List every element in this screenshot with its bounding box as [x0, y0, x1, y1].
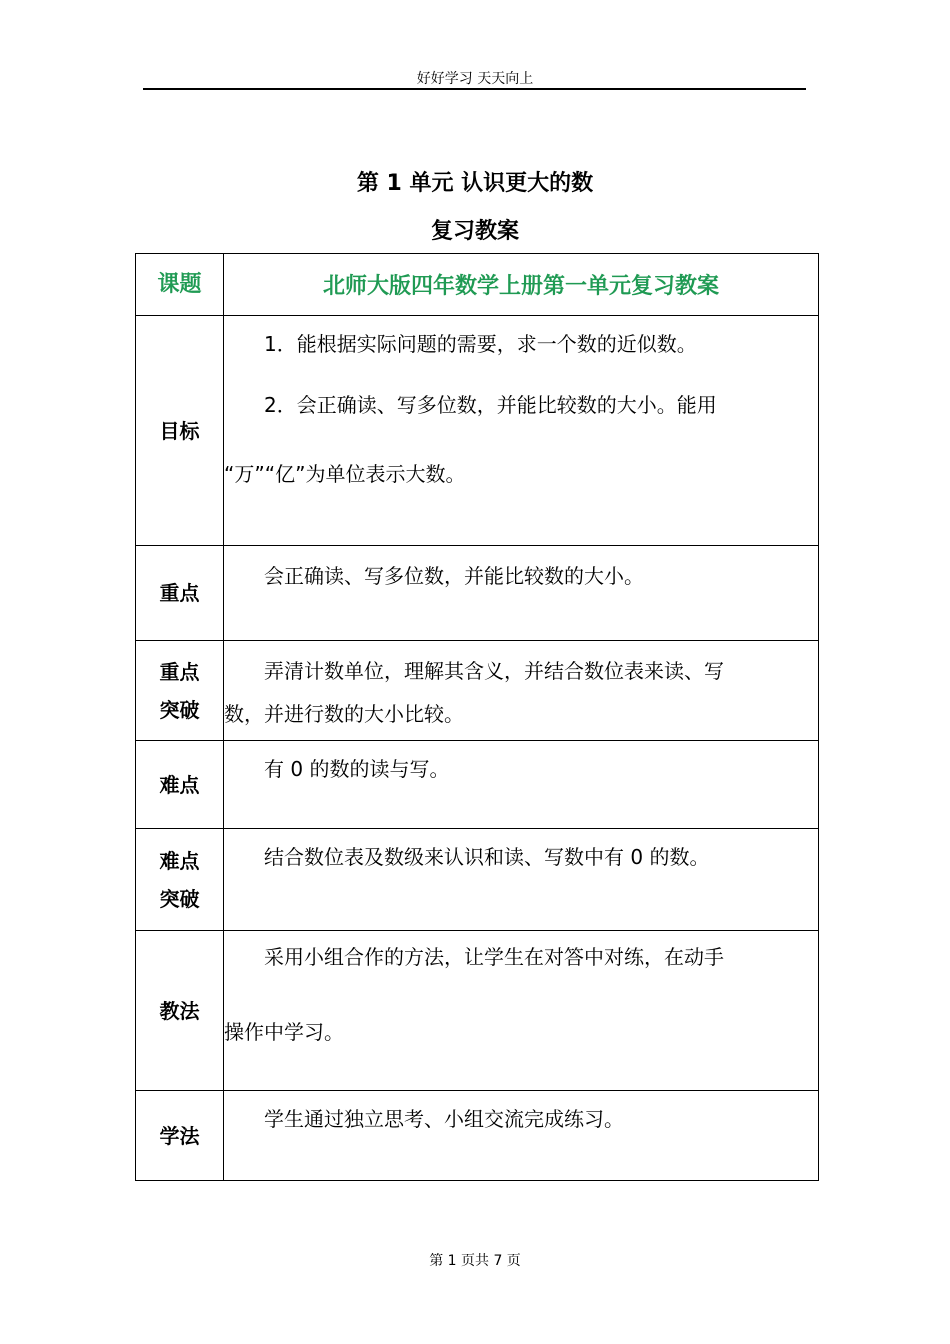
page-footer: 第 1 页共 7 页	[429, 1253, 521, 1269]
key-break-content	[224, 641, 819, 741]
method-line-1: 采用小组合作的方法，让学生在对答中对练，在动手	[264, 945, 724, 969]
key-break-label	[136, 641, 224, 741]
row-difficulty	[136, 741, 819, 829]
key-label: 重点	[136, 546, 224, 641]
learn-label: 学法	[136, 1091, 224, 1181]
row-key-breakthrough	[136, 641, 819, 741]
key-text: 会正确读、写多位数，并能比较数的大小。	[264, 564, 644, 588]
goal-item-2: 2．会正确读、写多位数，并能比较数的大小。能用	[264, 393, 717, 417]
key-break-line-1: 弄清计数单位，理解其含义，并结合数位表来读、写	[264, 659, 724, 683]
diff-break-label	[136, 829, 224, 931]
row-teaching-method	[136, 931, 819, 1091]
method-label: 教法	[136, 931, 224, 1091]
key-break-label-2: 突破	[159, 697, 200, 722]
diff-text: 有 0 的数的读与写。	[264, 757, 450, 781]
diff-break-label-2: 突破	[159, 886, 200, 911]
goal-label: 目标	[136, 316, 224, 546]
key-content	[224, 546, 819, 641]
row-difficulty-breakthrough	[136, 829, 819, 931]
diff-break-content	[224, 829, 819, 931]
diff-content	[224, 741, 819, 829]
learn-text: 学生通过独立思考、小组交流完成练习。	[264, 1107, 624, 1131]
method-line-2: 操作中学习。	[224, 1020, 344, 1044]
key-break-line-2: 数，并进行数的大小比较。	[224, 702, 464, 726]
diff-label: 难点	[136, 741, 224, 829]
topic-label: 课题	[136, 254, 224, 316]
unit-title: 第 1 单元 认识更大的数	[356, 171, 594, 196]
row-goal	[136, 316, 819, 546]
row-learning-method	[136, 1091, 819, 1181]
topic-value: 北师大版四年数学上册第一单元复习教案	[224, 254, 819, 316]
page-header: 好好学习 天天向上	[416, 71, 534, 87]
key-break-label-1: 重点	[159, 659, 200, 684]
goal-content	[224, 316, 819, 546]
goal-item-1: 1．能根据实际问题的需要，求一个数的近似数。	[264, 332, 697, 356]
learn-content	[224, 1091, 819, 1181]
doc-subtitle: 复习教案	[430, 219, 519, 244]
header-rule	[143, 88, 806, 90]
method-content	[224, 931, 819, 1091]
lesson-plan-table	[135, 253, 819, 1181]
row-key-point	[136, 546, 819, 641]
row-topic	[136, 254, 819, 316]
diff-break-label-1: 难点	[159, 848, 200, 873]
goal-item-2-cont: “万”“亿”为单位表示大数。	[224, 462, 466, 486]
diff-break-text: 结合数位表及数级来认识和读、写数中有 0 的数。	[264, 845, 710, 869]
